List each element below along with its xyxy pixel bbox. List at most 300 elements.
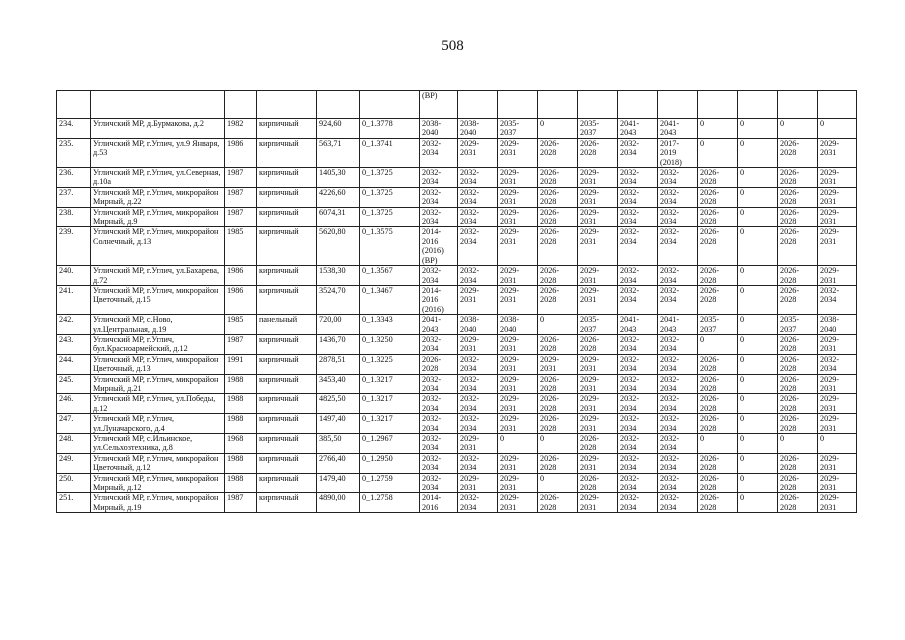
table-cell: 2026- 2028 [538,394,578,414]
table-cell: 1985 [225,227,257,266]
table-cell: 1986 [225,266,257,286]
table-row [57,266,857,286]
table-cell: 1982 [225,119,257,139]
table-cell: 0_1.3217 [360,394,420,414]
table-cell: 2029- 2031 [578,168,618,188]
table-row [57,493,857,513]
table-cell: 0_1.3725 [360,168,420,188]
table-cell: 2878,51 [317,354,360,374]
table-cell: 2029- 2031 [458,334,498,354]
address-cell: Угличский МР, г.Углич, микрорайон Мирный, д.22 [91,187,225,207]
address-cell: Угличский МР, г.Углич, бул.Красноармейский, д.12 [91,334,225,354]
table-row [57,354,857,374]
table-cell: 2026- 2028 [778,394,818,414]
table-cell: 1987 [225,168,257,188]
table-cell: 2032- 2034 [618,334,658,354]
row-number-cell: 240. [57,266,91,286]
table-cell: 2026- 2028 [778,493,818,513]
table-cell: 1991 [225,354,257,374]
table-cell: кирпичный [257,168,317,188]
table-cell: 2029- 2031 [498,453,538,473]
table-cell [818,91,857,119]
table-cell: 1987 [225,493,257,513]
table-cell: 0 [738,414,778,434]
table-cell: 2026- 2028 [698,285,738,314]
table-cell: 0 [738,187,778,207]
table-cell: 2029- 2031 [498,414,538,434]
table-cell: 1497,40 [317,414,360,434]
address-cell: Угличский МР, г.Углич, микрорайон Цветочный, д.13 [91,354,225,374]
table-cell: 2029- 2031 [498,374,538,394]
table-cell: 2026- 2028 [578,334,618,354]
table-cell [91,91,225,119]
table-cell: 2041- 2043 [420,315,458,335]
table-cell: 2029- 2031 [498,473,538,493]
table-cell: 2026- 2028 [698,187,738,207]
table-cell: 2029- 2031 [818,394,857,414]
table-cell: кирпичный [257,285,317,314]
table-cell: 2026- 2028 [698,354,738,374]
table-cell: кирпичный [257,473,317,493]
table-cell: 2032- 2034 [618,187,658,207]
table-cell: 0_1.3343 [360,315,420,335]
table-cell: 2032- 2034 [458,374,498,394]
table-cell: 2026- 2028 [698,473,738,493]
table-cell: 0 [698,434,738,454]
table-cell: 2026- 2028 [538,266,578,286]
table-cell: 2029- 2031 [818,227,857,266]
address-cell: Угличский МР, г.Углич, ул.Бахарева, д.72 [91,266,225,286]
table-cell: 1987 [225,207,257,227]
table-cell: 2029- 2031 [578,394,618,414]
table-cell: 0_1.3725 [360,207,420,227]
table-row [57,187,857,207]
table-cell: 2032- 2034 [420,374,458,394]
table-cell: 2026- 2028 [778,227,818,266]
table-cell: 2032- 2034 [618,207,658,227]
table-cell: 2026- 2028 [778,285,818,314]
table-cell: 0_1.3567 [360,266,420,286]
table-cell: кирпичный [257,266,317,286]
table-cell: кирпичный [257,334,317,354]
table-cell: 1436,70 [317,334,360,354]
continued-header-row [57,91,857,119]
table-cell: 2032- 2034 [420,414,458,434]
table-cell: 2035- 2037 [578,119,618,139]
table-cell [498,91,538,119]
address-cell: Угличский МР, с.Ильинское, ул.Сельхозтехника, д.8 [91,434,225,454]
table-cell: 2032- 2034 [618,473,658,493]
table-cell: 1479,40 [317,473,360,493]
table-cell: кирпичный [257,453,317,473]
table-cell: 5620,80 [317,227,360,266]
table-cell: 3524,70 [317,285,360,314]
table-row [57,227,857,266]
table-cell: 6074,31 [317,207,360,227]
table-cell: 720,00 [317,315,360,335]
table-cell: 2026- 2028 [778,187,818,207]
table-cell: 2041- 2043 [658,119,698,139]
table-cell: 2032- 2034 [658,414,698,434]
table-cell: 2026- 2028 [698,453,738,473]
table-cell: 2026- 2028 [538,168,578,188]
table-cell [57,91,91,119]
table-cell: 2032- 2034 [618,434,658,454]
table-cell: 2026- 2028 [698,266,738,286]
table-cell [317,91,360,119]
table-cell: 2032- 2034 [658,187,698,207]
table-cell: 3453,40 [317,374,360,394]
table-cell: 924,60 [317,119,360,139]
table-cell: 2029- 2031 [498,138,538,167]
table-row [57,119,857,139]
table-cell: 2032- 2034 [420,473,458,493]
table-cell: кирпичный [257,187,317,207]
table-cell: 2038- 2040 [498,315,538,335]
table-cell: 2026- 2028 [778,453,818,473]
address-cell: Угличский МР, г.Углич, микрорайон Цветочный, д.12 [91,453,225,473]
table-cell: 2029- 2031 [498,493,538,513]
table-cell: 1988 [225,394,257,414]
table-cell: 4825,50 [317,394,360,414]
table-cell: 2029- 2031 [458,473,498,493]
page-number: 508 [441,38,464,54]
table-cell: 2029- 2031 [578,354,618,374]
housing-register-table [56,90,857,513]
table-cell: 2029- 2031 [818,453,857,473]
address-cell: Угличский МР, г.Углич, микрорайон Солнечный, д.13 [91,227,225,266]
table-cell: 2032- 2034 [458,227,498,266]
table-cell: кирпичный [257,493,317,513]
table-cell: 0_1.2950 [360,453,420,473]
address-cell: Угличский МР, д.Бурмакова, д.2 [91,119,225,139]
table-cell: 2029- 2031 [458,138,498,167]
table-cell: 0 [538,315,578,335]
address-cell: Угличский МР, г.Углич, микрорайон Мирный, д.19 [91,493,225,513]
table-cell: 2032- 2034 [420,266,458,286]
table-cell: 0 [538,119,578,139]
table-cell: 2029- 2031 [498,285,538,314]
table-cell: 0 [738,138,778,167]
table-cell: 0 [738,168,778,188]
table-cell: 2032- 2034 [818,354,857,374]
table-cell: 2029- 2031 [458,285,498,314]
table-cell: 2029- 2031 [818,334,857,354]
row-number-cell: 249. [57,453,91,473]
table-cell: 2038- 2040 [818,315,857,335]
table-cell: 0 [738,354,778,374]
table-cell: 4890,00 [317,493,360,513]
table-cell: 2766,40 [317,453,360,473]
table-cell: 0 [818,119,857,139]
table-cell: 2029- 2031 [578,207,618,227]
table-cell: 2029- 2031 [818,168,857,188]
table-cell: 2026- 2028 [578,138,618,167]
address-cell: Угличский МР, г.Углич, микрорайон Цветочный, д.15 [91,285,225,314]
table-cell: 2032- 2034 [618,414,658,434]
table-cell: 2032- 2034 [658,434,698,454]
table-cell: 2032- 2034 [458,493,498,513]
table-cell: 2032- 2034 [618,138,658,167]
table-cell: 0 [738,473,778,493]
table-cell: 0 [538,434,578,454]
table-cell: 2029- 2031 [578,493,618,513]
table-cell: 2026- 2028 [778,374,818,394]
table-cell: 0_1.3778 [360,119,420,139]
table-cell: 0 [738,453,778,473]
table-cell: 2032- 2034 [658,394,698,414]
table-cell: 2032- 2034 [618,453,658,473]
table-cell: 0 [738,374,778,394]
table-cell: 2026- 2028 [778,354,818,374]
table-cell: 2032- 2034 [658,227,698,266]
table-cell: 0 [818,434,857,454]
table-cell [458,91,498,119]
table-cell: 1987 [225,334,257,354]
table-cell: 2026- 2028 [538,453,578,473]
table-cell: 2029- 2031 [498,207,538,227]
table-cell: 0 [738,315,778,335]
table-cell: 0 [498,434,538,454]
row-number-cell: 250. [57,473,91,493]
table-cell: 2026- 2028 [778,207,818,227]
table-cell: 2038- 2040 [420,119,458,139]
table-cell: 2032- 2034 [618,266,658,286]
table-cell: 2032- 2034 [458,453,498,473]
table-cell: 0 [738,119,778,139]
table-cell: 0 [738,434,778,454]
table-cell: 0_1.3225 [360,354,420,374]
table-row [57,414,857,434]
table-cell: 2029- 2031 [578,285,618,314]
table-cell: кирпичный [257,414,317,434]
table-cell: кирпичный [257,119,317,139]
table-cell: 2026- 2028 [778,334,818,354]
table-cell: 2032- 2034 [618,394,658,414]
table-cell: 2014- 2016 [420,493,458,513]
table-cell: 2026- 2028 [698,374,738,394]
table-cell: 1987 [225,187,257,207]
table-row [57,473,857,493]
table-cell: панельный [257,315,317,335]
table-cell: 2029- 2031 [538,354,578,374]
table-cell: 2032- 2034 [618,285,658,314]
table-cell [618,91,658,119]
address-cell: Угличский МР, г.Углич, микрорайон Мирный, д.21 [91,374,225,394]
table-cell [778,91,818,119]
row-number-cell: 244. [57,354,91,374]
table-cell: кирпичный [257,227,317,266]
table-row [57,315,857,335]
table-cell: (ВР) [420,91,458,119]
table-cell: 2026- 2028 [578,434,618,454]
table-cell: 2029- 2031 [578,227,618,266]
table-cell: 2029- 2031 [458,434,498,454]
table-cell: 2032- 2034 [618,227,658,266]
table-row [57,453,857,473]
table-cell: 1968 [225,434,257,454]
table-cell: 1988 [225,414,257,434]
table-cell: 0 [778,434,818,454]
table-cell: 2032- 2034 [658,354,698,374]
table-cell: 2029- 2031 [578,374,618,394]
table-cell: 2026- 2028 [538,374,578,394]
table-cell: 2032- 2034 [458,354,498,374]
table-cell: 2032- 2034 [658,334,698,354]
address-cell: Угличский МР, с.Ново, ул.Центральная, д.19 [91,315,225,335]
table-cell: 1988 [225,473,257,493]
table-cell: 1986 [225,285,257,314]
row-number-cell: 247. [57,414,91,434]
table-cell: 2029- 2031 [818,266,857,286]
table-cell: 2032- 2034 [458,207,498,227]
table-cell: 563,71 [317,138,360,167]
table-cell: 2026- 2028 [538,414,578,434]
table-cell: 2026- 2028 [698,493,738,513]
table-cell: 2026- 2028 [538,187,578,207]
table-cell [257,91,317,119]
table-row [57,168,857,188]
table-cell: 0 [738,207,778,227]
table-cell: 2026- 2028 [538,334,578,354]
table-cell: 2026- 2028 [698,227,738,266]
table-cell [738,91,778,119]
address-cell: Угличский МР, г.Углич, ул.Луначарского, д.4 [91,414,225,434]
table-cell: 385,50 [317,434,360,454]
table-cell: 2026- 2028 [538,138,578,167]
table-cell: 2032- 2034 [458,168,498,188]
table-cell: 2032- 2034 [458,266,498,286]
table-cell: 2026- 2028 [538,207,578,227]
table-cell: 0 [738,227,778,266]
row-number-cell: 243. [57,334,91,354]
table-cell: 2032- 2034 [420,334,458,354]
table-cell: 0 [738,394,778,414]
address-cell: Угличский МР, г.Углич, ул.9 Января, д.53 [91,138,225,167]
table-cell: 0_1.3467 [360,285,420,314]
table-row [57,207,857,227]
table-cell: кирпичный [257,354,317,374]
table-cell: 2029- 2031 [818,473,857,493]
row-number-cell: 238. [57,207,91,227]
table-cell: 2029- 2031 [498,227,538,266]
table-cell: 0_1.3575 [360,227,420,266]
table-cell: 0_1.3250 [360,334,420,354]
table-cell: 2041- 2043 [618,315,658,335]
table-cell: 2038- 2040 [458,119,498,139]
table-cell: 2026- 2028 [538,493,578,513]
table-cell: 2041- 2043 [618,119,658,139]
address-cell: Угличский МР, г.Углич, ул.Победы, д.12 [91,394,225,414]
table-cell: 0 [698,334,738,354]
table-cell: 2032- 2034 [420,434,458,454]
table-cell: 2026- 2028 [538,227,578,266]
table-cell: 2032- 2034 [420,453,458,473]
table-cell: 0_1.2759 [360,473,420,493]
table-cell: 2029- 2031 [578,266,618,286]
table-cell: 2029- 2031 [498,334,538,354]
table-cell: 2032- 2034 [618,374,658,394]
table-cell: 2029- 2031 [818,374,857,394]
table-cell: 2032- 2034 [658,493,698,513]
table-cell: 2035- 2037 [698,315,738,335]
table-cell: 2026- 2028 [778,473,818,493]
table-cell: 2035- 2037 [578,315,618,335]
table-cell: 2029- 2031 [578,453,618,473]
table-cell: 2035- 2037 [498,119,538,139]
table-cell: 2026- 2028 [698,414,738,434]
table-cell: 2029- 2031 [578,187,618,207]
table-cell: 2029- 2031 [818,414,857,434]
table-cell [698,91,738,119]
table-cell: 2029- 2031 [498,354,538,374]
table-cell: 2032- 2034 [458,394,498,414]
table-cell: 2032- 2034 [420,168,458,188]
table-cell: 0_1.3217 [360,374,420,394]
table-cell: 2032- 2034 [658,207,698,227]
table-cell: 2032- 2034 [420,187,458,207]
table-row [57,394,857,414]
table-cell: 2026- 2028 [778,168,818,188]
table-row [57,285,857,314]
address-cell: Угличский МР, г.Углич, микрорайон Мирный, д.9 [91,207,225,227]
table-cell: 2032- 2034 [658,453,698,473]
table-cell: кирпичный [257,138,317,167]
table-cell: кирпичный [257,207,317,227]
table-cell: 2014- 2016 (2016) (ВР) [420,227,458,266]
address-cell: Угличский МР, г.Углич, микрорайон Мирный, д.12 [91,473,225,493]
table-cell [578,91,618,119]
table-cell: 2026- 2028 [698,394,738,414]
table-cell [225,91,257,119]
table-cell: 2026- 2028 [578,473,618,493]
table-cell: 2029- 2031 [818,493,857,513]
table-cell: 2032- 2034 [458,414,498,434]
table-cell: 0 [698,119,738,139]
table-cell: 2026- 2028 [778,266,818,286]
table-cell: 2032- 2034 [458,187,498,207]
row-number-cell: 241. [57,285,91,314]
row-number-cell: 237. [57,187,91,207]
table-cell: 2032- 2034 [658,374,698,394]
table-cell: кирпичный [257,374,317,394]
table-cell: 2029- 2031 [498,266,538,286]
table-cell: 2029- 2031 [818,187,857,207]
table-cell: 0 [738,266,778,286]
table-cell: 0 [698,138,738,167]
table-cell: 2038- 2040 [458,315,498,335]
table-cell: 1538,30 [317,266,360,286]
row-number-cell: 234. [57,119,91,139]
table-cell: 0_1.3725 [360,187,420,207]
table-cell: 1985 [225,315,257,335]
table-cell: 0 [738,285,778,314]
address-cell: Угличский МР, г.Углич, ул.Северная, д.10а [91,168,225,188]
row-number-cell: 245. [57,374,91,394]
table-cell: 2032- 2034 [618,493,658,513]
table-cell: 2032- 2034 [420,138,458,167]
table-cell: 4226,60 [317,187,360,207]
table-cell: 2029- 2031 [818,138,857,167]
table-cell: 2032- 2034 [420,207,458,227]
table-cell: 2032- 2034 [618,354,658,374]
table-cell: 1405,30 [317,168,360,188]
row-number-cell: 248. [57,434,91,454]
table-cell: 2029- 2031 [818,207,857,227]
table-cell: 0 [778,119,818,139]
table-cell: 2014- 2016 (2016) [420,285,458,314]
table-cell: 0_1.2967 [360,434,420,454]
